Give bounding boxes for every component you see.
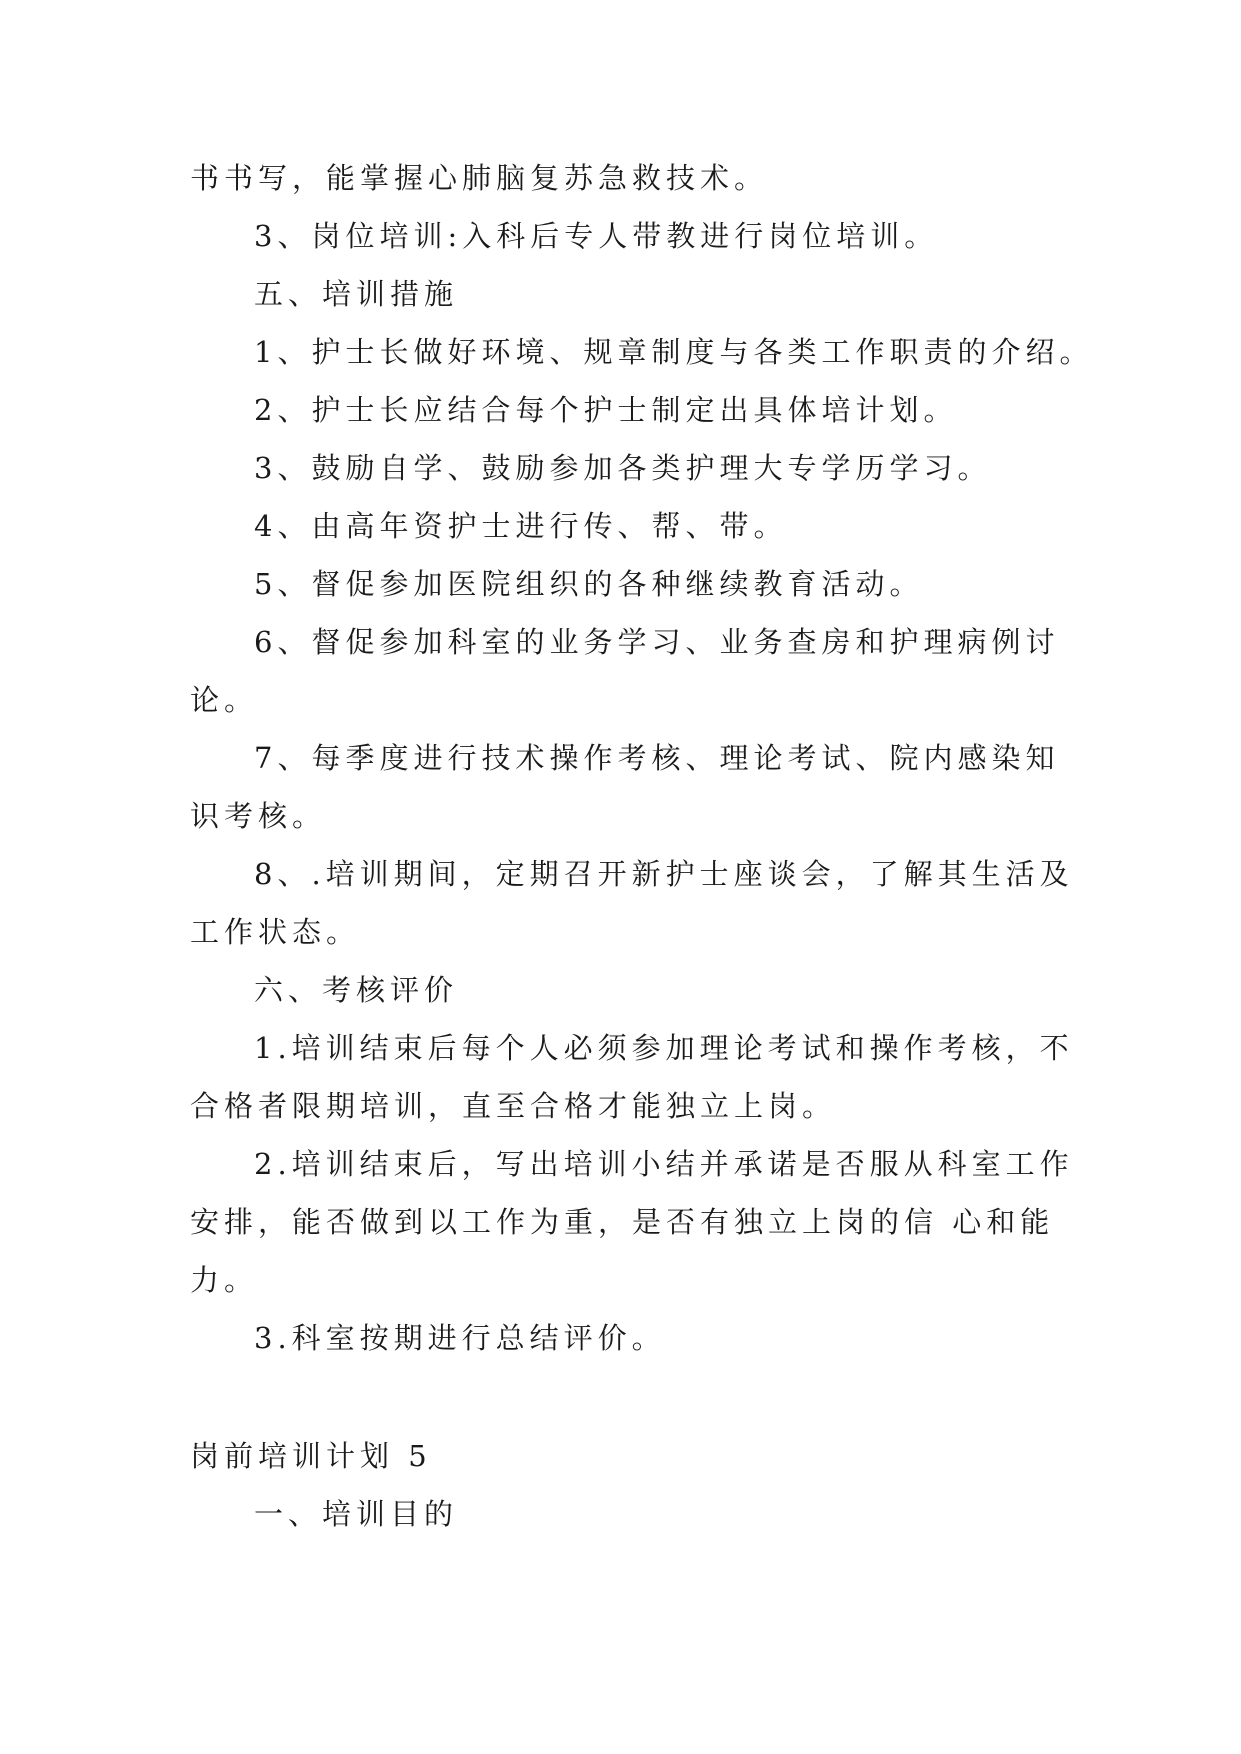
list-item-continuation: 论。 bbox=[190, 683, 259, 717]
list-item: 1.培训结束后每个人必须参加理论考试和操作考核，不 bbox=[254, 1031, 1074, 1065]
list-item-continuation: 力。 bbox=[190, 1263, 259, 1297]
document-title: 岗前培训计划 5 bbox=[190, 1439, 432, 1473]
list-item: 7、每季度进行技术操作考核、理论考试、院内感染知 bbox=[254, 741, 1060, 775]
list-item-continuation: 工作状态。 bbox=[190, 915, 361, 949]
section-heading: 五、培训措施 bbox=[254, 277, 459, 311]
paragraph-line: 书书写，能掌握心肺脑复苏急救技术。 bbox=[190, 161, 769, 195]
list-item: 4、由高年资护士进行传、帮、带。 bbox=[254, 509, 788, 543]
list-item-continuation: 识考核。 bbox=[190, 799, 327, 833]
list-item-continuation: 安排，能否做到以工作为重，是否有独立上岗的信 心和能 bbox=[190, 1205, 1055, 1239]
list-item: 1、护士长做好环境、规章制度与各类工作职责的介绍。 bbox=[254, 335, 1094, 369]
section-heading: 一、培训目的 bbox=[254, 1497, 459, 1531]
list-item: 2.培训结束后，写出培训小结并承诺是否服从科室工作 bbox=[254, 1147, 1074, 1181]
list-item: 3、鼓励自学、鼓励参加各类护理大专学历学习。 bbox=[254, 451, 992, 485]
list-item: 8、.培训期间，定期召开新护士座谈会，了解其生活及 bbox=[254, 857, 1074, 891]
list-item: 2、护士长应结合每个护士制定出具体培计划。 bbox=[254, 393, 958, 427]
list-item: 3.科室按期进行总结评价。 bbox=[254, 1321, 666, 1355]
list-item: 5、督促参加医院组织的各种继续教育活动。 bbox=[254, 567, 924, 601]
list-item: 6、督促参加科室的业务学习、业务查房和护理病例讨 bbox=[254, 625, 1060, 659]
list-item-continuation: 合格者限期培训，直至合格才能独立上岗。 bbox=[190, 1089, 837, 1123]
list-item: 3、岗位培训:入科后专人带教进行岗位培训。 bbox=[254, 219, 939, 253]
section-heading: 六、考核评价 bbox=[254, 973, 459, 1007]
